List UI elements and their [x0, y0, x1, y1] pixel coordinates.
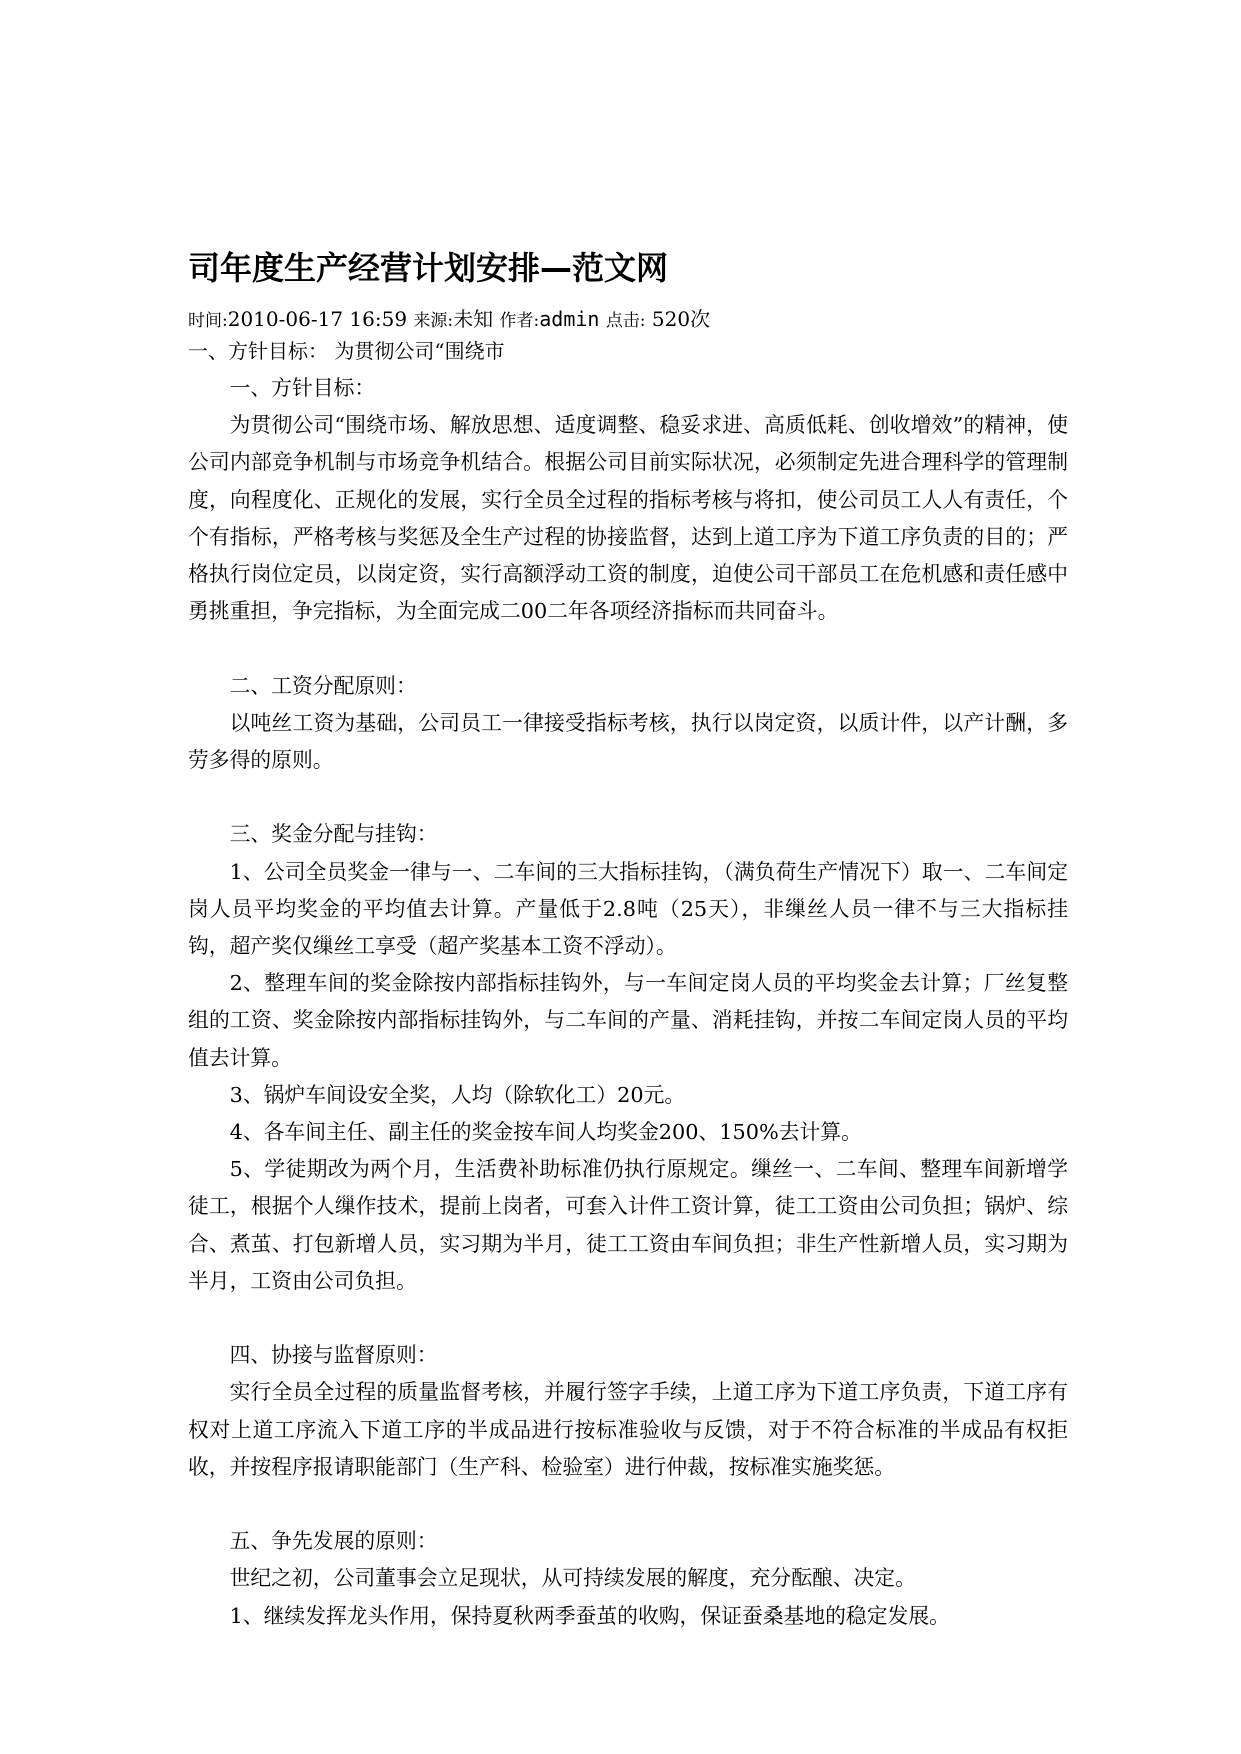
- section-heading-4: 四、协接与监督原则：: [229, 1343, 438, 1368]
- article-meta: [188, 304, 710, 336]
- clicks-unit: 次: [690, 307, 711, 331]
- article-title: 司年度生产经营计划安排—范文网: [188, 249, 669, 287]
- paragraph: 3、锅炉车间设安全奖，人均（除软化工）20元。: [229, 1082, 686, 1107]
- paragraph: 5、学徒期改为两个月，生活费补助标准仍执行原规定。缫丝一、二车间、整理车间新增学徒工，根据个人缫作技术，提前上岗者，可套入计件工资计算，徒工工资由公司负担；锅炉、综合、煮茧、打包新增人员，实习期为半月，徒工工资由车间负担；非生产性新增人员，实习期为半月，工资由公司负担。: [188, 1157, 1068, 1293]
- source-label: 来源:: [413, 311, 454, 331]
- paragraph: 2、整理车间的奖金除按内部指标挂钩外，与一车间定岗人员的平均奖金去计算；厂丝复整组的工资、奖金除按内部指标挂钩外，与二车间的产量、消耗挂钩，并按二车间定岗人员的平均值去计算。: [188, 971, 1068, 1070]
- article-summary: 一、方针目标： 为贯彻公司“围绕市: [188, 339, 505, 363]
- paragraph: 1、继续发挥龙头作用，保持夏秋两季蚕茧的收购，保证蚕桑基地的稳定发展。: [229, 1603, 950, 1628]
- clicks-value: 520: [651, 307, 691, 331]
- paragraph: 1、公司全员奖金一律与一、二车间的三大指标挂钩，（满负荷生产情况下）取一、二车间定岗人员平均奖金的平均值去计算。产量低于2.8吨（25天），非缫丝人员一律不与三大指标挂钩，超产奖仅缫丝工享受（超产奖基本工资不浮动）。: [188, 859, 1068, 959]
- source-value: 未知: [453, 307, 494, 331]
- clicks-label: 点击:: [605, 311, 646, 331]
- section-heading-2: 二、工资分配原则：: [229, 673, 417, 698]
- section-heading-5: 五、争先发展的原则：: [229, 1529, 438, 1554]
- author-label: 作者:: [499, 311, 540, 331]
- paragraph: 4、各车间主任、副主任的奖金按车间人均奖金200、150%去计算。: [229, 1120, 862, 1145]
- author-value: admin: [539, 307, 600, 331]
- time-value: 2010-06-17 16:59: [227, 307, 408, 331]
- paragraph: 世纪之初，公司董事会立足现状，从可持续发展的解度，充分酝酿、决定。: [229, 1566, 916, 1591]
- section-heading-3: 三、奖金分配与挂钩：: [229, 822, 438, 847]
- paragraph: 以吨丝工资为基础，公司员工一律接受指标考核，执行以岗定资，以质计件，以产计酬，多劳多得的原则。: [188, 710, 1068, 773]
- section-heading-1: 一、方针目标：: [229, 376, 376, 400]
- paragraph: 为贯彻公司“围绕市场、解放思想、适度调整、稳妥求进、高质低耗、创收增效”的精神，使公司内部竞争机制与市场竞争机结合。根据公司目前实际状况，必须制定先进合理科学的管理制度，向程度化、正规化的发展，实行全员全过程的指标考核与将扣，使公司员工人人有责任，个个有指标，严格考核与奖惩及全生产过程的协接监督，达到上道工序为下道工序负责的目的；严格执行岗位定员，以岗定资，实行高额浮动工资的制度，迫使公司干部员工在危机感和责任感中勇挑重担，争完指标，为全面完成二00二年各项经济指标而共同奋斗。: [188, 413, 1068, 624]
- time-label: 时间:: [188, 311, 228, 331]
- article-body: [188, 370, 1068, 1635]
- paragraph: 实行全员全过程的质量监督考核，并履行签字手续，上道工序为下道工序负责，下道工序有权对上道工序流入下道工序的半成品进行按标准验收与反馈，对于不符合标准的半成品有权拒收，并按程序报请职能部门（生产科、检验室）进行仲裁，按标准实施奖惩。: [188, 1380, 1068, 1479]
